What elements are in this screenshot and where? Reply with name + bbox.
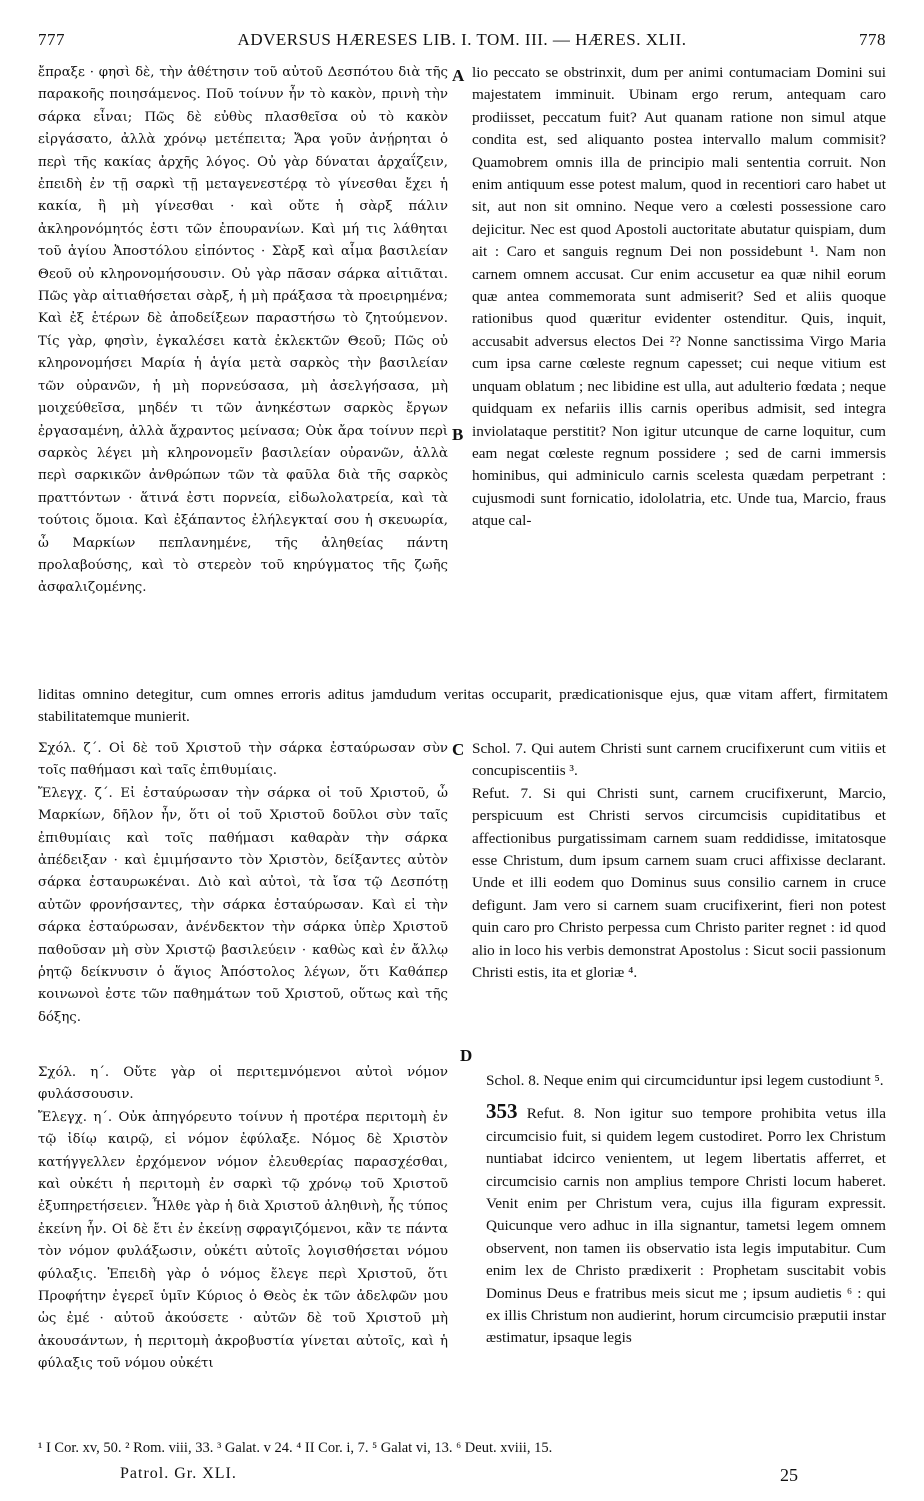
latin-column-section-3	[486, 1070, 886, 1350]
margin-mark-c: C	[452, 740, 465, 759]
latin-text: lio peccato se obstrinxit, dum per animi contumaciam Domini sui majestatem imminuit. Ubinam ergo rerum, antequam caro prodiisset, peccatum fuit? Aut quanam ratione non simul atque condita est, sed aliquanto postea intervallo malum commisit? Quamobrem omnis illa de principio mali sententia corruit. Non enim antiquum esse potest malum, quod in recentiori caro habet ut sit, aut non sit omnino. Neque vero a cœlesti possessione caro dejicitur. Nec est quod Apostoli auctoritate abutatur quispiam, dum ait : Caro et sanguis regnum Dei non possidebunt ¹. Nam non carnem omnem accusat. Cur enim accusetur ea quæ nihil eorum quæ antea commemorata sunt admiserit? Sed et aliis quoque rationibus quod quæritur evidenter ostenditur. Quis, inquit, accusabit adversus electos Dei ²? Nonne sanctissima Virgo Maria cum ipsa carne cœleste regnum capesset; cui neque vitium est unquam oblatum ; nec libidine est ulla, aut adulterio fœdata ; neque quidquam ex nefariis illis carnis operibus admisit, sed integra inviolataque perstitit? Non igitur utcunque de carne loquitur, cum eam negat cœleste regnum possidere ; sed de carni immersis hominibus, qui adminiculo carnis scelesta quædam perpetrant : cujusmodi sunt fornicatio, idololatria, etc. Unde tua, Marcio, fraus atque cal-	[472, 64, 886, 530]
column-number: 353	[486, 1099, 518, 1124]
running-header	[38, 30, 886, 60]
margin-mark-d: D	[460, 1046, 473, 1065]
footer-signature: 25	[780, 1465, 798, 1485]
greek-column-section-3	[38, 1062, 448, 1376]
left-page-number: 777	[38, 30, 65, 49]
latin-scholion-8: Schol. 8. Neque enim qui circumciduntur ipsi legem custodiunt ⁵.	[486, 1072, 884, 1089]
latin-refutation-8	[486, 1100, 886, 1349]
greek-text: ἔπραξε · φησὶ δὲ, τὴν ἀθέτησιν τοῦ αὐτοῦ Δεσπότου διὰ τῆς παρακοῆς ποιησάμενος. Ποῦ τοίνυν ἦν τὸ κακὸν, πρινὴ τὴν σάρκα εἶναι; Πῶς δὲ εὐθὺς πλασθεῖσα οὐ τὸ κακὸν εἰργάσατο, ἀλλὰ χρόνῳ μετέπειτα; Ἄρα γοῦν ἀνῄρηται ὁ περὶ τῆς κακίας ἀρχῆς λόγος. Οὐ γὰρ δύναται ἀρχαΐζειν, ἐπειδὴ ἐν τῇ σαρκὶ τῇ μεταγενεστέρᾳ τὸ γίνεσθαι ἔχει ἡ κακία, ἢ μὴ γίνεσθαι · καὶ οὔτε ἡ σὰρξ πάλιν ἀκληρονόμητός ἐστι τῶν ἐπουρανίων. Καὶ μή τις λάθηται τοῦ ἁγίου Ἀποστόλου εἰπόντος · Σὰρξ καὶ αἷμα βασιλείαν Θεοῦ οὐ κληρονομήσουσιν. Οὐ γὰρ πᾶσαν σάρκα αἰτιᾶται. Πῶς γὰρ αἰτιαθήσεται σὰρξ, ἡ μὴ πράξασα τὰ προειρημένα; Καὶ ἐξ ἑτέρων δὲ ἀποδείξεων παραστήσω τὸ ζητούμενον. Τίς γὰρ, φησὶν, ἐγκαλέσει κατὰ ἐκλεκτῶν Θεοῦ; Πῶς οὐ κληρονομήσει Μαρία ἡ ἁγία μετὰ σαρκὸς τὴν βασιλείαν τῶν οὐρανῶν, ἡ μὴ πορνεύσασα, μὴ ἀσελγήσασα, μὴ μοιχεύθεῖσα, μηδέν τι τῶν ἀνηκέστων σαρκὸς ἔργων ἐργασαμένη, ἀλλὰ ἄχραντος μείνασα; Οὐκ ἄρα τοίνυν περὶ σαρκὸς λέγει μὴ κληρονομεῖν βασιλείαν οὐρανῶν, ἀλλὰ περὶ σαρκικῶν ἀνθρώπων τῶν τὰ φαῦλα διὰ τῆς σαρκὸς πραττόντων · ἅτινά ἐστι πορνεία, εἰδωλολατρεία, καὶ τὰ τούτοις ὅμοια. Καὶ ἐξάπαντος ἐλήλεγκταί σου ἡ σκευωρία, ὦ Μαρκίων πεπλανημένε, τῆς ἀληθείας πάντη προλαβούσης, καὶ τὸ στερεὸν τοῦ κηρύγματος τῆς ζωῆς ἀσφαλιζομένης.	[38, 65, 448, 596]
footnotes: ¹ I Cor. xv, 50. ² Rom. viii, 33. ³ Galat. v 24. ⁴ II Cor. i, 7. ⁵ Galat vi, 13. ⁶ Deut. xviii, 15.	[38, 1440, 553, 1456]
greek-column-section-2	[38, 738, 448, 1029]
greek-refutation-7: Ἔλεγχ. ζ΄. Εἰ ἐσταύρωσαν τὴν σάρκα οἱ τοῦ Χριστοῦ, ὦ Μαρκίων, δῆλον ἦν, ὅτι οἱ τοῦ Χριστοῦ δοῦλοι σὺν ταῖς ἐπιθυμίαις καὶ τοῖς παθήμασι καθαρὰν τὴν σάρκα ἀπέδειξαν · καὶ ἐμιμήσαντο τὸν Χριστὸν, δείξαντες αὐτὸν σάρκα ἐσταυρωκέναι. Διὸ καὶ αὐτοὶ, τὰ ἴσα τῷ Δεσπότῃ αὐτῶν φρονήσαντες, τὴν σάρκα ἐσταύρωσαν. Καὶ εἰ τὴν σάρκα ἐσταύρωσαν, ἀνένδεκτον τὴν σάρκα ὑπὲρ Χριστοῦ παθοῦσαν μὴ σὺν Χριστῷ βασιλεύειν · καθὼς καὶ ἐν ἄλλῳ ῥητῷ δείκνυσιν ὁ ἅγιος Ἀπόστολος λέγων, ὅτι Καθάπερ κοινωνοὶ ἐστε τῶν παθημάτων τοῦ Χριστοῦ, οὕτως καὶ τῆς δόξης.	[38, 785, 448, 1025]
latin-column-section-2	[472, 738, 886, 984]
full-width-paragraph	[38, 684, 888, 729]
margin-mark-a: A	[452, 66, 465, 85]
running-title: ADVERSUS HÆRESES LIB. I. TOM. III. — HÆRES. XLII.	[237, 30, 687, 49]
margin-mark-b: B	[452, 425, 464, 444]
latin-continuation: liditas omnino detegitur, cum omnes erroris aditus jamdudum veritas occuparit, prædicationisque ejus, quæ vitam affert, firmitatem stabilitatemque munierit.	[38, 686, 888, 726]
latin-scholion-7: Schol. 7. Qui autem Christi sunt carnem crucifixerunt cum vitiis et concupiscentiis ³.	[472, 740, 886, 780]
greek-scholion-7: Σχόλ. ζ΄. Οἱ δὲ τοῦ Χριστοῦ τὴν σάρκα ἐσταύρωσαν σὺν τοῖς παθήμασι καὶ ταῖς ἐπιθυμίαις.	[38, 741, 448, 779]
latin-refutation-8-text: Refut. 8. Non igitur suo tempore prohibita vetus illa circumcisio fuit, si quidem legem custodiret. Porro lex Christum nuntiabat idcirco venientem, ut legem libertatis afferret, et circumcisio carnis non amplius tempore Christi locum haberet. Venit enim per Christum vera, cujus illa figuram expressit. Quicunque vero adhuc in illa signantur, tametsi legem omnem observent, non tamen iis observatio ista legis imputabitur. Cum enim lex de Christo prædixerit : Prophetam suscitabit vobis Dominus Deus e fratribus meis sicut me ; ipsum audietis ⁶ : qui ex illis Christum non audierint, horum circumcisio præputii instar æstimatur, ipsaque legis	[486, 1105, 886, 1347]
right-page-number: 778	[859, 30, 886, 49]
latin-column-section-1	[472, 62, 886, 533]
footer-volume: Patrol. Gr. XLI.	[120, 1465, 237, 1482]
latin-refutation-7: Refut. 7. Si qui Christi sunt, carnem crucifixerunt, Marcio, perspicuum est Christi servos circumcisis cupiditatibus et affectionibus purgatissimam carnem suam reddidisse, imitatosque esse Christum, dum ipsum carnem suam cruci affixisse declarant. Unde et illi eodem quo Dominus suus consilio carnem in cruce defigunt. Jam vero si carnem suam crucifixerint, fieri non potest quin caro pro Christo perpessa cum Christo pariter regnet : id quod alio in loco his verbis demonstrat Apostolus : Sicut socii passionum Christi estis, ita et gloriæ ⁴.	[472, 784, 886, 982]
greek-column-section-1	[38, 62, 448, 600]
greek-scholion-8: Σχόλ. η΄. Οὔτε γὰρ οἱ περιτεμνόμενοι αὐτοὶ νόμον φυλάσσουσιν.	[38, 1065, 448, 1103]
greek-refutation-8: Ἔλεγχ. η΄. Οὐκ ἀπηγόρευτο τοίνυν ἡ προτέρα περιτομὴ ἐν τῷ ἰδίῳ καιρῷ, εἰ νόμον ἐφύλαξε. Νόμος δὲ Χριστὸν κατήγγελλεν ἐρχόμενον νόμον ἐλευθερίας παρασχέσθαι, καὶ οὐκέτι ἡ περιτομὴ ἐν σαρκὶ τῷ χρόνῳ τοῦ Χριστοῦ ἐξυπηρετήσειεν. Ἦλθε γὰρ ἡ διὰ Χριστοῦ ἀληθινὴ, ἧς τύπος ἐκείνη ἦν. Οἱ δὲ ἔτι ἐν ἐκείνῃ σφραγιζόμενοι, κἂν τε πάντα τὸν νόμον φυλάξωσιν, οὐκέτι αὐτοῖς λογισθήσεται νόμου φύλαξις. Ἐπειδὴ γὰρ ὁ νόμος ἔλεγε περὶ Χριστοῦ, ὅτι Προφήτην ἐγερεῖ ὑμῖν Κύριος ὁ Θεὸς ἐκ τῶν ἀδελφῶν μου ὡς ἐμέ · αὐτοῦ ἀκούσετε · αὐτῶν δὲ τοῦ Χριστοῦ μὴ ἀκουσάντων, ἡ περιτομὴ ἀκροβυστία γίνεται αὐτοῖς, καὶ ἡ φύλαξις τοῦ νόμου οὐκέτι	[38, 1109, 448, 1372]
